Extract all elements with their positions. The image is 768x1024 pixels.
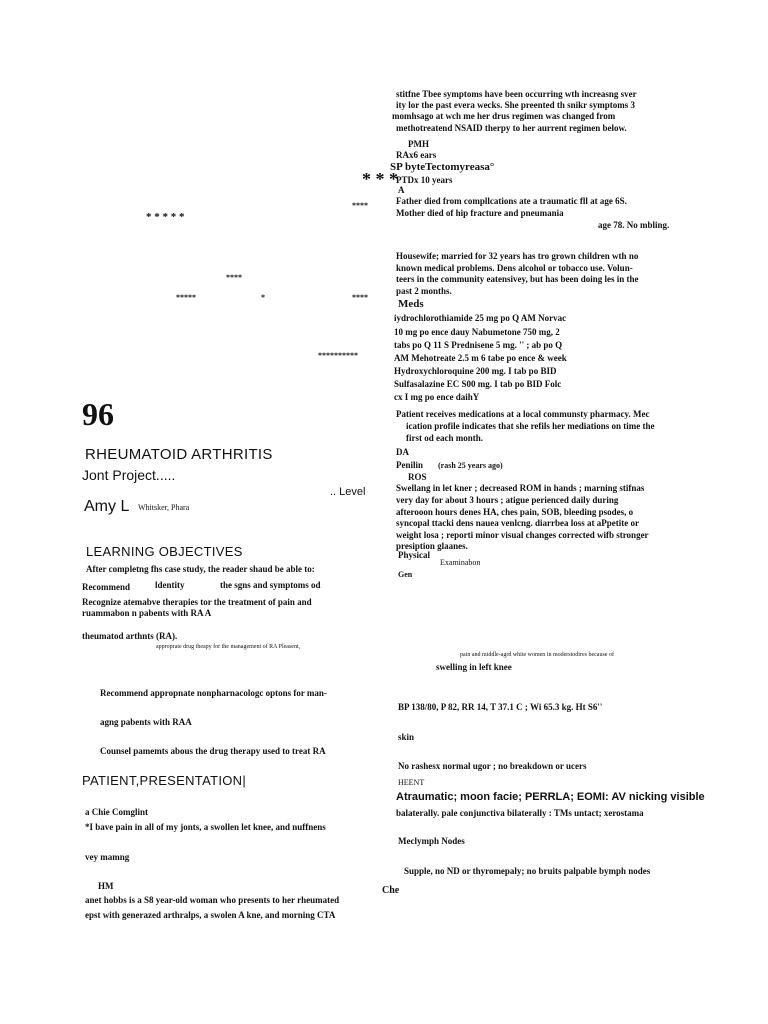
fh-label: A [398, 185, 405, 195]
gen-text: pain and middle-agrd white women in moderstodires because of [460, 652, 614, 658]
objective-2-line2: ruammabon n pabents with RA A [82, 608, 212, 618]
meds-line-7: cx I mg po ence daihY [394, 392, 480, 402]
decorative-stars-small: **** [352, 201, 368, 210]
objective-6: Counsel pamemts abous the drug therapy used to treat RA [100, 746, 326, 756]
chapter-number: 96 [82, 396, 114, 432]
skin-label: skin [398, 732, 415, 742]
objective-5-line1: Recommend appropnate nonpharnacologc optons for man- [100, 688, 327, 698]
hpi-line-2: epst with generazed arthralps, a swolen A kne, and morning CTA [85, 910, 336, 920]
learning-objectives-heading: LEARNING OBJECTIVES [86, 544, 243, 559]
vital-signs: BP 138/80, P 82, RR 14, T 37.1 C ; Wi 65.3 kg. Ht S6'' [398, 702, 603, 712]
ros-line-3: afterooon hours denes HA, ches pain, SOB, bleeding psodes, o [396, 507, 634, 517]
objective-1c: the sgns and symptoms od [220, 580, 321, 590]
meds-line-4: AM Mehotreate 2.5 m 6 tabe po ence & week [394, 353, 567, 363]
fh-line-1: Father died from compllcations ate a traumatic fll at age 6S. [396, 196, 627, 206]
decorative-stars-4: * [261, 293, 265, 302]
author-name: Amy L [84, 498, 130, 515]
pe-sublabel: Examinabon [440, 558, 481, 567]
level-label: .. Level [330, 486, 366, 498]
neck-text: Supple, no ND or thyromepaly; no bruits palpable bymph nodes [404, 866, 651, 876]
pharmacy-line-2: ication profile indicates that she refils her mediations on time the [406, 421, 655, 431]
objective-4: approprate drug theapy for the management of RA Pleasent, [156, 644, 301, 650]
hpi-line-1: anet hobbs is a S8 year-old woman who presents to her rheumated [85, 895, 340, 905]
hpi-cont-line-4: methotreatend NSAID therpy to her aurrent regimen below. [396, 123, 627, 133]
objectives-intro: After completng fhs case study, the reader shaud be able to: [86, 564, 315, 574]
gen-text-2: swelling in left knee [436, 662, 512, 672]
chapter-title: RHEUMATOID ARTHRITIS [85, 446, 273, 463]
meds-label: Meds [398, 298, 424, 310]
heent-label: HEENT [398, 778, 425, 787]
gen-label: Gen [398, 570, 413, 579]
chief-complaint-label: a Chie Comglint [85, 807, 148, 817]
hpi-cont-line-2: ity lor the past evera wecks. She preented th snikr symptoms 3 [396, 100, 635, 110]
decorative-stars-5: **** [352, 293, 368, 302]
decorative-stars-2: **** [226, 273, 242, 282]
pmh-label: PMH [408, 139, 429, 149]
meds-line-3: tabs po Q 11 S Prednisene 5 mg. '' ; ab po Q [394, 340, 563, 350]
decorative-stars-6: ********** [318, 351, 358, 360]
meds-line-5: Hydroxychloroquine 200 mg. I tab po BID [394, 366, 557, 376]
decorative-stars-3: ***** [176, 293, 196, 302]
decorative-stars-1: * * * * * [146, 211, 185, 223]
pmh-line-3: PTDx 10 years [396, 175, 453, 185]
objective-5-line2: agng pabents with RAA [100, 717, 192, 727]
heent-line-2: balaterally. pale conjunctiva bilaterally : TMs untact; xerostama [396, 808, 644, 818]
pharmacy-line-1: Patient receives medications at a local communsty pharmacy. Mec [396, 409, 650, 419]
objective-1b: ldentity [155, 580, 185, 590]
da-label: DA [396, 447, 409, 457]
patient-presentation-heading: PATIENT,PRESENTATION| [82, 773, 247, 788]
da-reaction: (rash 25 years ago) [438, 461, 503, 470]
ros-line-1: Swellang in let kner ; decreased ROM in hands ; marning stifnas [396, 483, 645, 493]
objective-3: theumatod arthnts (RA). [82, 631, 178, 641]
meds-line-6: Sulfasalazine EC S00 mg. I tab po BID Folc [394, 379, 562, 389]
ros-label: ROS [408, 472, 427, 482]
sh-line-2: known medical problems. Dens alcohol or tobacco use. Volun- [396, 263, 633, 273]
chest-label: Che [382, 885, 400, 896]
chief-complaint-continued: vey mamng [85, 852, 130, 862]
da-drug: Penilin [396, 460, 424, 470]
ros-line-5: weight losa ; reporti minor visual changes corrected wifb stronger [396, 530, 649, 540]
meds-line-2: 10 mg po ence dauy Nabumetone 750 mg, 2 [394, 327, 560, 337]
sh-line-3: teers in the community eatensivey, but has been doing les in the [396, 274, 639, 284]
ros-line-6: presiption glaanes. [396, 541, 468, 551]
hpi-cont-line-3: momhsago at wch me her drus regimen was changed from [392, 111, 616, 121]
fh-line-2: Mother died of hip fracture and pneumania [396, 208, 564, 218]
pmh-line-1: RAx6 ears [396, 150, 437, 160]
chapter-subtitle: Jont Project..... [82, 467, 176, 483]
ros-line-4: syncopal ttacki dens nauea venlcng. diarrbea loss at aPpetite or [396, 518, 639, 528]
hpi-label: HM [98, 881, 114, 891]
sh-line-1: Housewife; married for 32 years has tro grown children wth no [396, 251, 639, 261]
pmh-line-2: SP byteTectomyreasa° [390, 161, 495, 173]
ros-line-2: very day for about 3 hours ; atigue perienced daily during [396, 495, 619, 505]
skin-text: No rashesx normal ugor ; no breakdown or ucers [398, 761, 587, 771]
chief-complaint-quote: *I bave pain in all of my jonts, a swollen let knee, and nuffnens [85, 822, 326, 832]
decorative-stars-right: * * * [362, 169, 398, 189]
sh-line-4: past 2 months. [396, 286, 452, 296]
hpi-cont-line-1: stitfne Tbee symptoms have been occurring wth increasng sver [396, 89, 637, 99]
author-affiliation: Whitsker, Phara [138, 503, 190, 512]
neck-label: Meclymph Nodes [398, 836, 465, 846]
objective-2-line1: Recognize atemabve therapies tor the treatment of pain and [82, 597, 312, 607]
fh-line-3: age 78. No mbling. [598, 220, 670, 230]
heent-line-1: Atraumatic; moon facie; PERRLA; EOMI: AV nicking visible [396, 791, 705, 803]
pharmacy-line-3: first od each month. [406, 433, 483, 443]
meds-line-1: iydrochlorothiamide 25 mg po Q AM Norvac [394, 313, 567, 323]
objective-1a: Recommend [82, 582, 130, 592]
pe-label: Physical [398, 550, 431, 560]
